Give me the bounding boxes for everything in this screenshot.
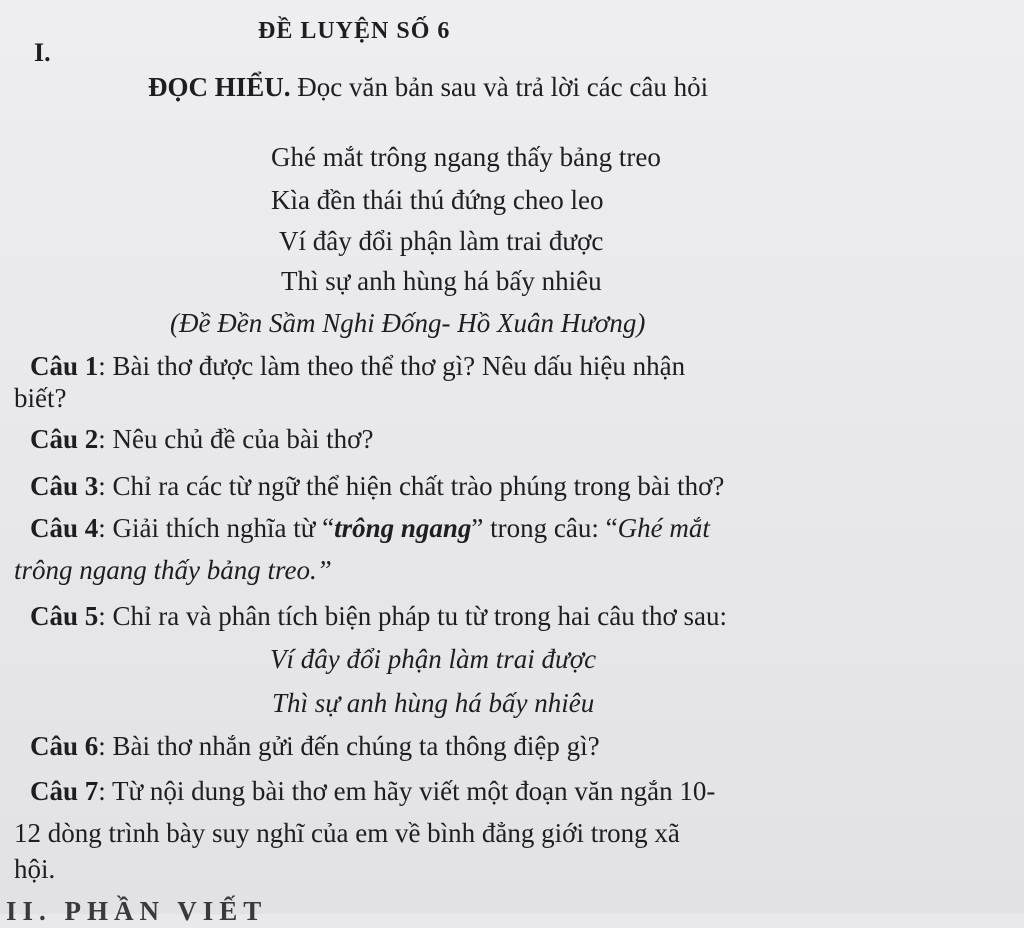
question-4 bbox=[30, 511, 710, 545]
question-4-quote-end: trông ngang thấy bảng treo.” bbox=[14, 555, 332, 585]
poem-line-2: Kìa đền thái thú đứng cheo leo bbox=[271, 185, 604, 215]
question-2-label: Câu 2 bbox=[30, 424, 99, 454]
question-7-continued-1: 12 dòng trình bày suy nghĩ của em về bình đẳng giới trong xã bbox=[14, 818, 680, 848]
question-1-text: : Bài thơ được làm theo thể thơ gì? Nêu dấu hiệu nhận bbox=[98, 351, 686, 381]
question-6-label: Câu 6 bbox=[30, 731, 99, 761]
question-5 bbox=[30, 599, 727, 633]
question-6 bbox=[30, 729, 600, 763]
question-4-quote-start: Ghé mắt bbox=[617, 513, 710, 543]
question-7-label: Câu 7 bbox=[30, 776, 99, 806]
question-1-continued: biết? bbox=[14, 383, 67, 413]
question-5-verse-1: Ví đây đổi phận làm trai được bbox=[270, 644, 597, 674]
poem-source: (Đề Đền Sầm Nghi Đống- Hồ Xuân Hương) bbox=[170, 308, 646, 338]
question-5-text: : Chỉ ra và phân tích biện pháp tu từ trong hai câu thơ sau: bbox=[98, 601, 728, 631]
next-section-heading-cut-off: II. PHẦN VIẾT bbox=[6, 896, 268, 926]
question-1-label: Câu 1 bbox=[30, 351, 99, 381]
question-3 bbox=[30, 469, 724, 503]
question-4-label: Câu 4 bbox=[30, 513, 99, 543]
question-7-continued-2: hội. bbox=[14, 854, 56, 884]
question-3-text: : Chỉ ra các từ ngữ thể hiện chất trào phúng trong bài thơ? bbox=[98, 471, 725, 501]
section-instruction: Đọc văn bản sau và trả lời các câu hỏi bbox=[290, 72, 709, 102]
poem-line-4: Thì sự anh hùng há bấy nhiêu bbox=[281, 266, 602, 296]
question-7 bbox=[30, 774, 715, 808]
section-title: ĐỌC HIỂU. bbox=[148, 72, 291, 102]
question-3-label: Câu 3 bbox=[30, 471, 99, 501]
question-2 bbox=[30, 422, 373, 456]
question-4-text-pre: : Giải thích nghĩa từ “ bbox=[98, 513, 335, 543]
question-6-text: : Bài thơ nhắn gửi đến chúng ta thông điệp gì? bbox=[98, 731, 600, 761]
question-1 bbox=[30, 349, 685, 383]
question-7-text: : Từ nội dung bài thơ em hãy viết một đoạn văn ngắn 10- bbox=[98, 776, 716, 806]
question-4-term: trông ngang bbox=[334, 513, 472, 543]
exam-title: ĐỀ LUYỆN SỐ 6 bbox=[258, 18, 451, 44]
question-5-verse-2: Thì sự anh hùng há bấy nhiêu bbox=[272, 688, 595, 718]
section-heading bbox=[148, 70, 708, 104]
question-2-text: : Nêu chủ đề của bài thơ? bbox=[98, 424, 374, 454]
question-4-text-mid: ” trong câu: “ bbox=[471, 513, 618, 543]
question-5-label: Câu 5 bbox=[30, 601, 99, 631]
section-number: I. bbox=[34, 38, 51, 67]
poem-line-1: Ghé mắt trông ngang thấy bảng treo bbox=[271, 142, 661, 172]
poem-line-3: Ví đây đổi phận làm trai được bbox=[279, 226, 604, 256]
